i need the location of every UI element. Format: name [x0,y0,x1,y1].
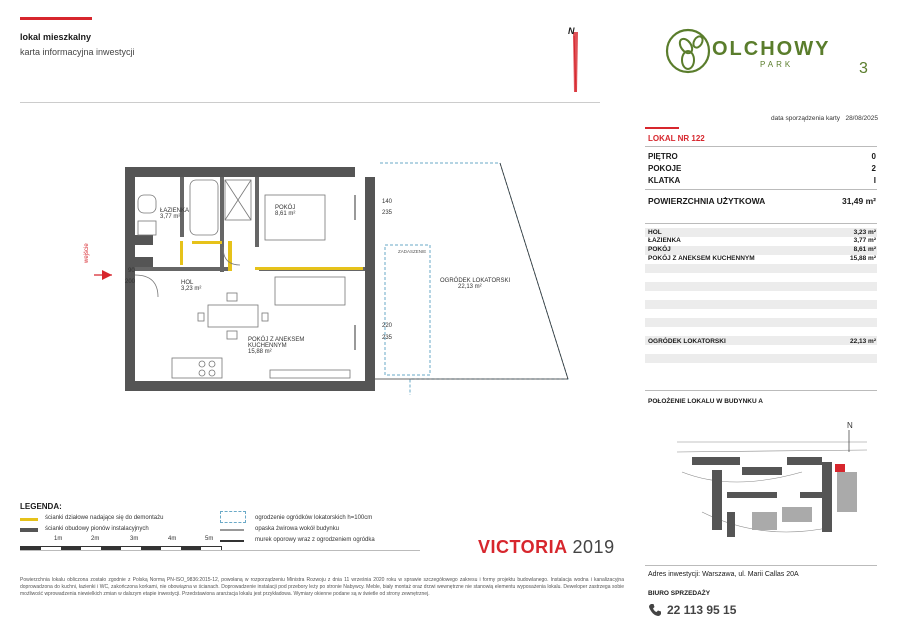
logo-park: PARK [760,60,794,69]
date-label: data sporządzenia karty [771,115,841,122]
field-rooms [648,164,876,173]
logo-number: 3 [859,60,868,77]
room-row [648,255,876,262]
room-row [648,229,876,236]
field-label: KLATKA [648,176,681,185]
header-accent-bar [20,17,92,20]
dim-label: 235 [382,335,393,341]
leaf-logo-icon [664,24,712,80]
svg-text:N: N [847,421,853,430]
legend-item: ogrodzenie ogródków lokatorskich h=100cm [255,515,373,521]
page-title: lokal mieszkalny [20,32,92,42]
dim-label: 220 [382,323,393,329]
card-date [680,115,878,122]
room-label: ŁAZIENKA [648,237,681,244]
award-word: VICTORIA [478,537,568,557]
card-accent-bar [645,127,679,129]
usable-area-label: POWIERZCHNIA UŻYTKOWA [648,196,766,206]
sales-office-label: BIURO SPRZEDAŻY [648,590,711,597]
scale-label: 1m [54,536,63,542]
field-floor [648,152,876,161]
footer-disclaimer: Powierzchnia lokalu obliczona zostało zgodnie z Polską Normą PN-ISO_9836:2015-12, powołaną w rozporządzeniu Ministra Rozwoju z dnia 11 września 2020 roku w sprawie szczegółowego zakresu i formy projektu budowlanego. Instalacja wodna i kanalizacyjna doprowadzona do kuchni, łazienki i WC, zakończona korkami, nie obowiązna w ścianach. Doprowadzenie instalacji pod przebory leży po stronie Nabywcy. Meble, biały montaż oraz drzwi wewnętrzne nie stanowią elementu wyposażenia lokalu. Deweloper zastrzega sobie możliwość wprowadzenia niewielkich zmian w dalszym etapie inwestycji. Przedstawiona aranżacja lokalu jest przykładowa. Wymiary okienne podane są w świetle od strony zewnętrznej. [20,577,624,597]
phone-icon [648,603,662,617]
legend-item: ścianki działowe nadające się do demontażu [45,515,164,521]
room-value: 3,77 m² [853,237,876,244]
field-value: 0 [871,152,876,161]
garden-row [648,338,876,345]
floor-plan [80,155,580,395]
dim-label: 200 [125,279,136,285]
room-label: POKÓJ 8,61 m² [275,205,296,217]
legend-swatch-gravel [220,529,244,531]
card-divider [645,189,877,190]
scale-label: 3m [130,536,139,542]
north-arrow-icon [560,26,590,96]
building-location-map [672,412,872,552]
scale-label: 4m [168,536,177,542]
table-stripe [645,300,877,309]
dim-label: 140 [382,199,393,205]
room-label: HOL [648,229,662,236]
field-label: POKOJE [648,164,682,173]
card-divider [645,146,877,147]
legend-divider [20,550,420,551]
dim-label: 90 [128,268,135,274]
garden-plan-label: OGRÓDEK LOKATORSKI 22,13 m² [440,278,511,290]
room-label: POKÓJ Z ANEKSEM KUCHENNYM [648,255,755,262]
kitchen-label: POKÓJ Z ANEKSEM KUCHENNYM 15,88 m² [248,337,305,355]
card-divider [645,565,877,566]
unit-number: LOKAL NR 122 [648,134,705,143]
room-value: 3,23 m² [853,229,876,236]
north-label: N [568,26,575,36]
field-value: 2 [871,164,876,173]
dim-label: 235 [382,210,393,216]
legend-item: murek oporowy wraz z ogrodzeniem ogródka [255,537,375,543]
card-divider [645,390,877,391]
logo-name: OLCHOWY [712,38,831,60]
table-stripe [645,264,877,273]
scale-label: 5m [205,536,214,542]
legend-swatch-fence [220,511,246,523]
field-label: PIĘTRO [648,152,678,161]
phone-number[interactable]: 22 113 95 15 [667,603,737,617]
scale-label: 2m [91,536,100,542]
field-value: I [873,176,876,185]
entrance-label: wejście [84,243,90,263]
date-value: 28/08/2025 [845,115,878,122]
usable-area [648,196,876,206]
table-stripe [645,354,877,363]
legend-swatch-wall [220,540,244,542]
room-row [648,237,876,244]
legend-item: ścianki obudowy pionów instalacyjnych [45,526,149,532]
legend-swatch-gray [20,528,38,532]
room-label: POKÓJ [648,246,671,253]
roof-label: ZADASZENIE [398,249,427,254]
legend-item: opaska żwirowa wokół budynku [255,526,340,532]
room-value: 15,88 m² [849,255,876,262]
bathroom-label: ŁAZIENKA 3,77 m² [160,208,190,220]
page-subtitle: karta informacyjna inwestycji [20,47,135,57]
room-row [648,246,876,253]
table-stripe [645,318,877,327]
field-staircase [648,176,876,185]
legend-swatch-yellow [20,518,38,521]
table-stripe [645,282,877,291]
location-label: POŁOŻENIE LOKALU W BUDYNKU A [648,398,763,405]
award-year: 2019 [572,537,615,557]
hall-label: HOL 3,23 m² [181,280,202,292]
usable-area-value: 31,49 m² [841,196,876,206]
award-logo [478,537,615,558]
investment-address: Adres inwestycji: Warszawa, ul. Marii Callas 20A [648,571,799,578]
garden-value: 22,13 m² [849,338,876,345]
header-divider [20,102,600,103]
room-value: 8,61 m² [853,246,876,253]
legend-title: LEGENDA: [20,502,62,511]
garden-label: OGRÓDEK LOKATORSKI [648,338,726,345]
card-divider [645,223,877,224]
